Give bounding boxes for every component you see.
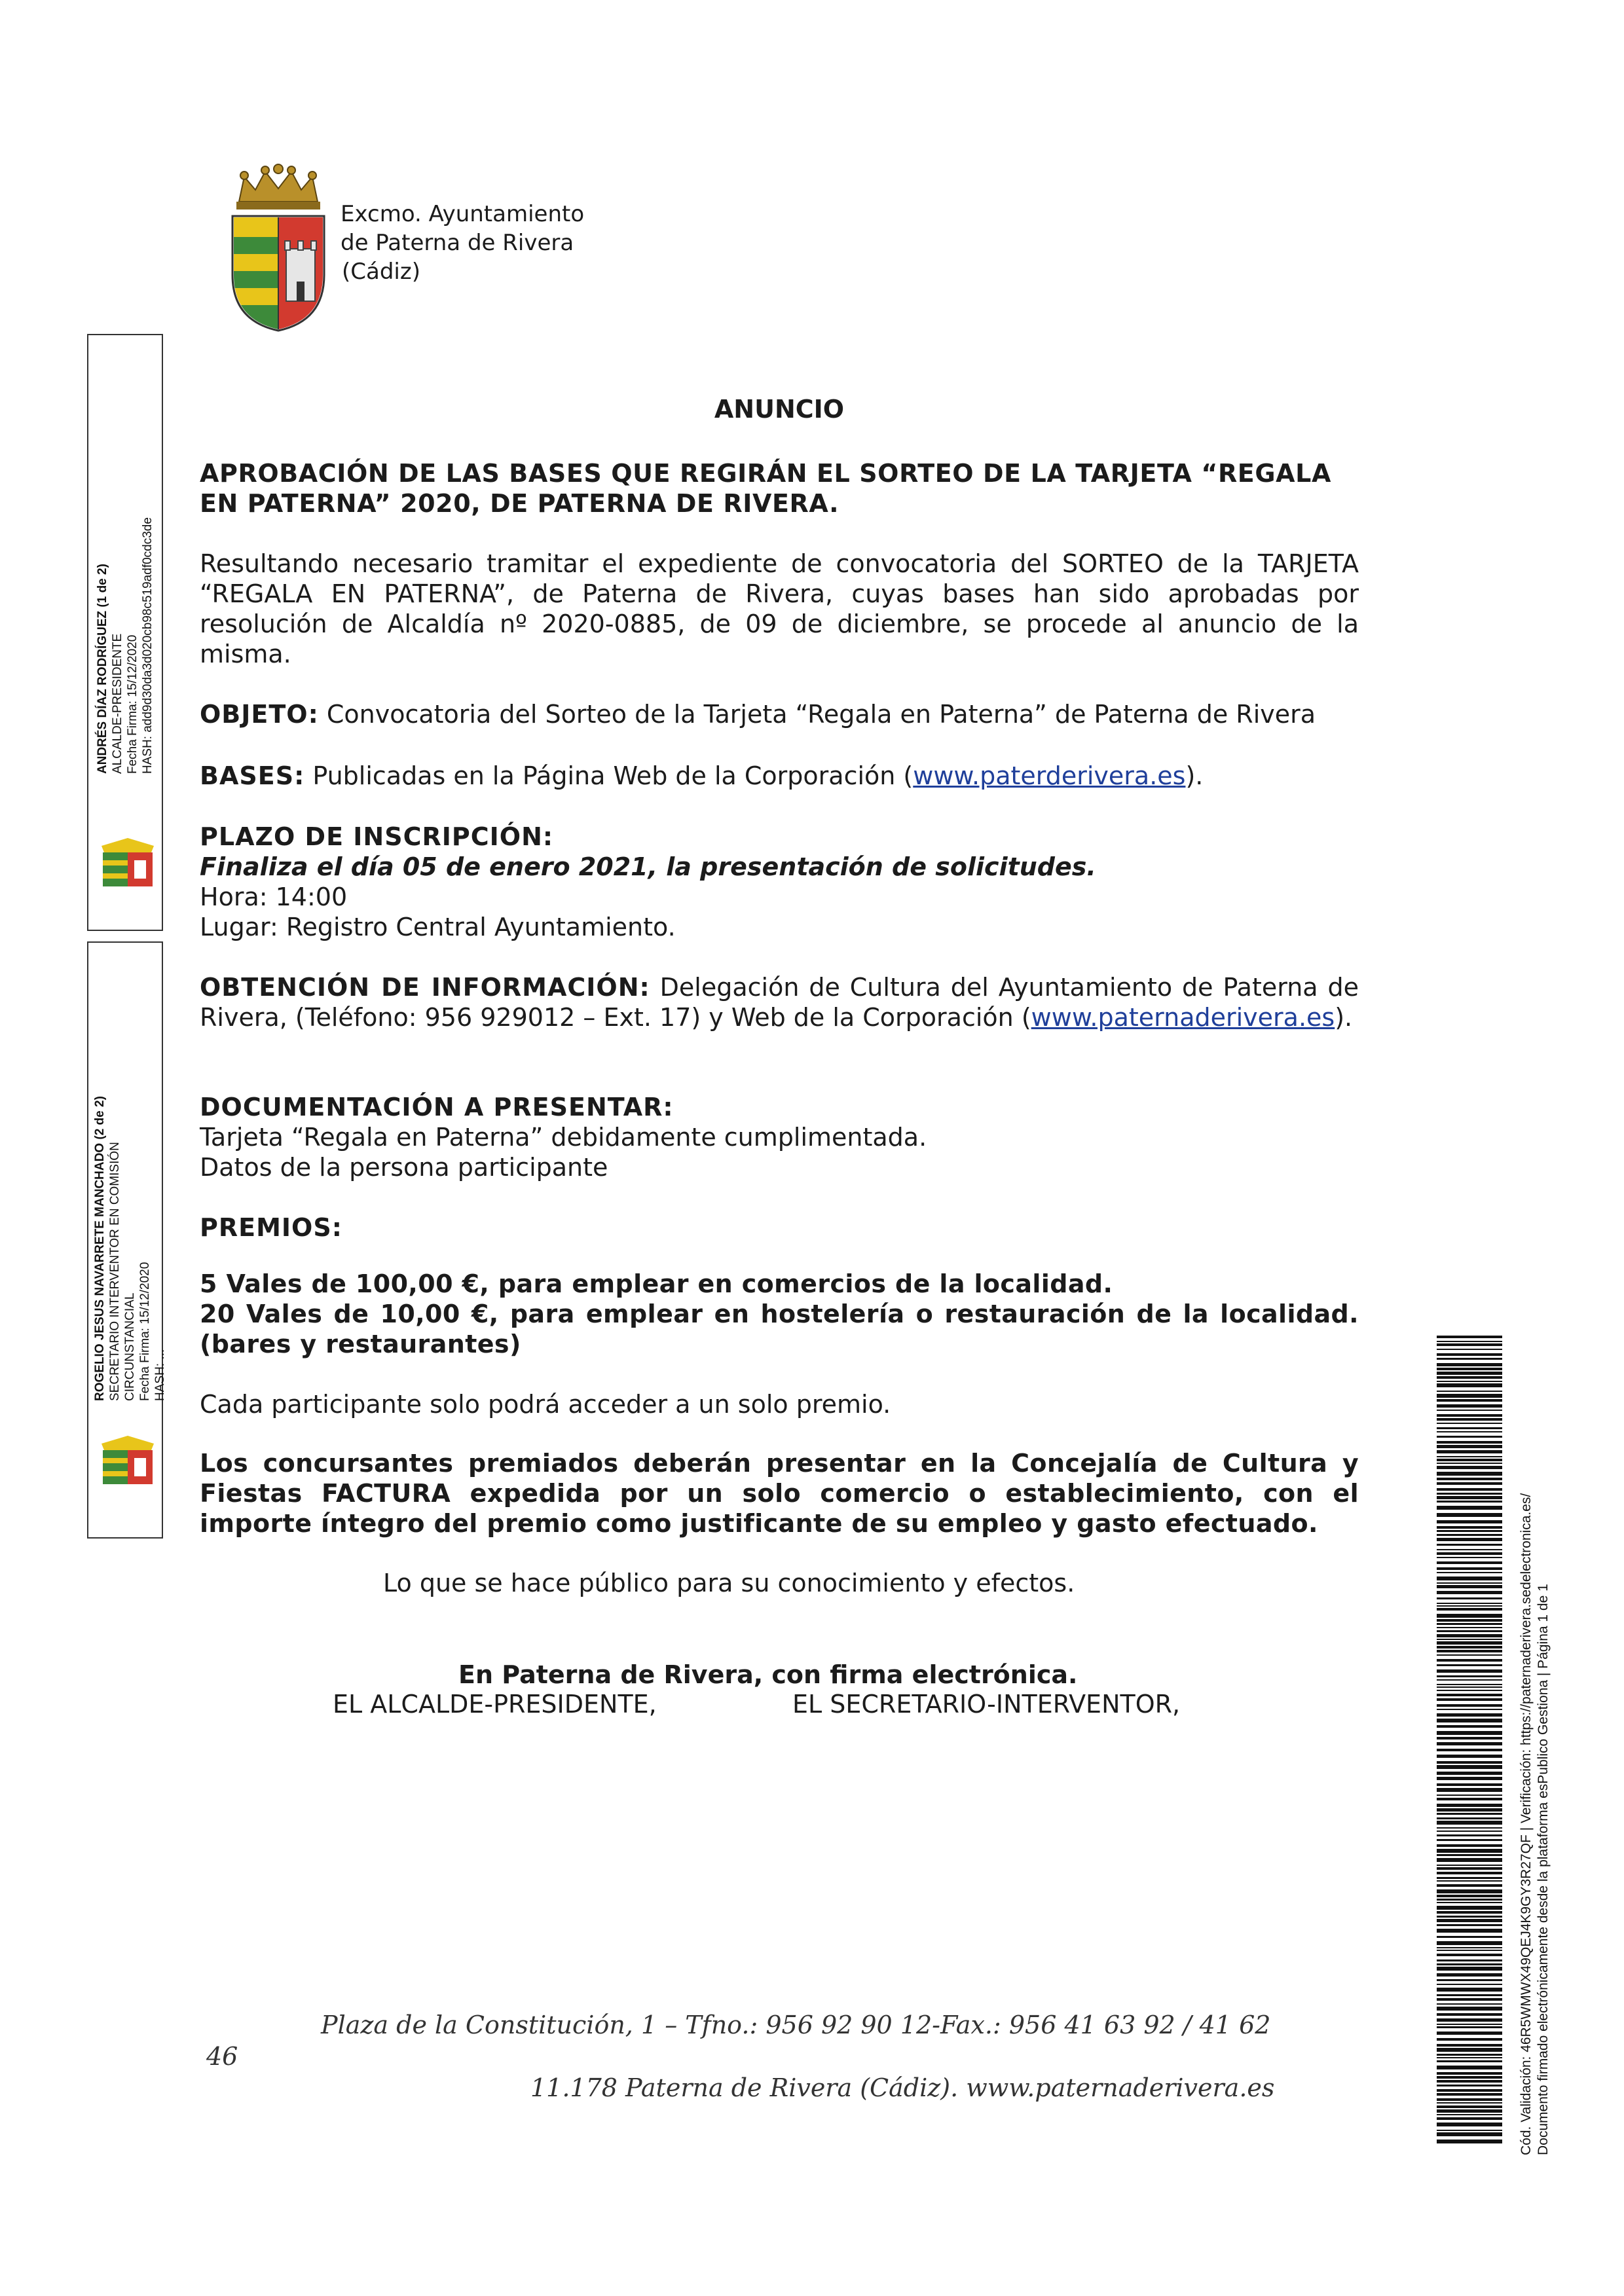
barcode-bar [1437,1614,1502,1618]
barcode-bar [1437,2044,1502,2047]
barcode-bar [1437,1534,1502,1536]
barcode-bar [1437,1482,1502,1485]
barcode-bar [1437,1902,1502,1903]
barcode-bar [1437,1858,1502,1862]
barcode-bar [1437,1749,1502,1751]
barcode-bar [1437,1472,1502,1476]
barcode-bar [1437,1731,1502,1735]
stamp-role: SECRETARIO INTERVENTOR EN COMISIÓN [108,1142,122,1401]
barcode-bar [1437,1391,1502,1392]
signature-stamp-1 [87,334,163,931]
barcode-bar [1437,1478,1502,1480]
public-notice-line: Lo que se hace público para su conocimiento y efectos. [383,1569,1075,1597]
barcode-bar [1437,1998,1502,2001]
bases-text-end: ). [1185,761,1204,790]
barcode-bar [1437,1804,1502,1807]
notice-title-line: EN PATERNA” 2020, DE PATERNA DE RIVERA. [200,489,840,518]
barcode-bar [1437,2098,1502,2101]
premios-list [200,1269,1359,1359]
barcode-bar [1437,1916,1502,1918]
barcode-bar [1437,1582,1502,1584]
barcode-bar [1437,1817,1502,1819]
premios-label: PREMIOS: [200,1213,342,1242]
barcode-bar [1437,2114,1502,2115]
barcode-bar [1437,1549,1502,1550]
barcode-bar [1437,1630,1502,1632]
coat-of-arms-logo [226,164,331,334]
barcode-bar [1437,1383,1502,1387]
barcode-bar [1437,1634,1502,1637]
barcode-bar [1437,1679,1502,1681]
barcode-bar [1437,1376,1502,1379]
objeto-text: Convocatoria del Sorteo de la Tarjeta “Regala en Paterna” de Paterna de Rivera [318,700,1316,729]
barcode-bar [1437,1694,1502,1696]
signer-alcalde: EL ALCALDE-PRESIDENTE, [333,1690,657,1719]
barcode-bar [1437,1808,1502,1812]
barcode-bar [1437,1427,1502,1429]
barcode-bar [1437,1988,1502,1992]
barcode-bar [1437,1576,1502,1580]
barcode-bar [1437,1608,1502,1611]
verification-code-line: Cód. Validación: 46R5WMWX49QEJ4K9GY3R27QF | Verificación: https://paternaderivera.sedelectronica.es/ [1519,1493,1534,2155]
premio-item: 20 Vales de 10,00 €, para emplear en hostelería o restauración de la localidad. (bares y restaurantes) [200,1300,1359,1358]
barcode-bar [1437,2089,1502,2092]
barcode-bar [1437,2123,1502,2126]
header-line: Excmo. Ayuntamiento [341,201,585,227]
barcode-bar [1437,1899,1502,1901]
barcode-bar [1437,1544,1502,1546]
barcode-bar [1437,1496,1502,1499]
barcode-bar [1437,1795,1502,1796]
barcode-bar [1437,1906,1502,1910]
objeto-paragraph [200,699,1378,729]
municipality-header [341,200,584,286]
plazo-label: PLAZO DE INSCRIPCIÓN: [200,822,554,851]
barcode-bar [1437,1686,1502,1688]
barcode-bar [1437,1363,1502,1366]
barcode-bar [1437,1368,1502,1370]
barcode-bar [1437,2117,1502,2120]
barcode-bar [1437,2003,1502,2005]
barcode-bar [1437,1827,1502,1829]
barcode-bar [1437,1372,1502,1375]
barcode-bar [1437,2072,1502,2075]
bases-paragraph [200,761,1378,791]
barcode-bar [1437,1399,1502,1402]
barcode-bar [1437,1973,1502,1977]
barcode-bar [1437,1963,1502,1965]
notice-title-line: APROBACIÓN DE LAS BASES QUE REGIRÁN EL SORTEO DE LA TARJETA “REGALA [200,459,1331,488]
barcode-bar [1437,1538,1502,1541]
barcode-bar [1437,1349,1502,1350]
barcode-bar [1437,2013,1502,2016]
barcode-bar [1437,1557,1502,1558]
barcode-bar [1437,1929,1502,1933]
barcode-bar [1437,1761,1502,1764]
winners-note: Los concursantes premiados deberán presentar en la Concejalía de Cultura y Fiestas FACTURA expedida por un solo comercio o establecimiento, con el importe íntegro del premio como justificante de su empleo y gasto efectuado. [200,1449,1359,1538]
barcode-bar [1437,2057,1502,2058]
header-line: de Paterna de Rivera [341,230,574,256]
notice-title [200,458,1359,519]
barcode-bar [1437,1954,1502,1956]
stamp-date: Fecha Firma: 15/12/2020 [138,1262,152,1401]
barcode-bar [1437,1839,1502,1841]
stamp-2-text [92,1096,168,1401]
notice-heading: ANUNCIO [714,395,845,424]
barcode-bar [1437,2060,1502,2062]
barcode-bar [1437,1358,1502,1360]
barcode-bar [1437,1889,1502,1893]
plazo-hora: Hora: 14:00 [200,883,348,911]
barcode-bar [1437,1463,1502,1464]
stamp-seal-icon [96,833,159,894]
barcode-bar [1437,1947,1502,1948]
stamp-role-2: CIRCUNSTANCIAL [123,1292,137,1401]
bases-text: Publicadas en la Página Web de la Corporación ( [304,761,913,790]
barcode-bar [1437,1713,1502,1717]
barcode-bar [1437,1967,1502,1971]
barcode-bar [1437,1690,1502,1691]
stamp-seal-icon [96,1430,159,1492]
barcode-bar [1437,1924,1502,1926]
barcode-bar [1437,2102,1502,2104]
barcode-bar [1437,2093,1502,2096]
barcode-bar [1437,1772,1502,1775]
barcode-bar [1437,1783,1502,1786]
barcode-bar [1437,1597,1502,1599]
stamp-1-text [95,517,155,774]
barcode-bar [1437,1650,1502,1652]
premio-item: 5 Vales de 100,00 €, para emplear en comercios de la localidad. [200,1269,1113,1298]
barcode-bar [1437,2054,1502,2056]
informacion-text: Delegación de Cultura del Ayuntamiento de Paterna de Rivera, (Teléfono: 956 929012 – Ext. 17) y Web de la Corporación ( [200,973,1359,1032]
barcode-bar [1437,2105,1502,2108]
barcode-bar [1437,1423,1502,1424]
barcode-bar [1437,1450,1502,1453]
barcode-bar [1437,1627,1502,1628]
barcode-bar [1437,1552,1502,1555]
barcode-bar [1437,1979,1502,1981]
plazo-deadline: Finaliza el día 05 de enero 2021, la presentación de solicitudes. [200,852,1096,881]
barcode-bar [1437,1936,1502,1938]
informacion-text-end: ). [1335,1003,1353,1032]
barcode-bar [1437,2130,1502,2131]
barcode-bar [1437,1501,1502,1503]
barcode-bar [1437,1646,1502,1649]
documentacion-section [200,1092,1359,1182]
barcode-bar [1437,1605,1502,1607]
barcode-bar [1437,1994,1502,1996]
barcode-bar [1437,2007,1502,2011]
barcode-bar [1437,1959,1502,1961]
barcode-bar [1437,2109,1502,2113]
barcode-bar [1437,1884,1502,1887]
barcode-bar [1437,1880,1502,1882]
barcode-bar [1437,1941,1502,1945]
barcode-bar [1437,1765,1502,1769]
informacion-website-link[interactable]: www.paternaderivera.es [1031,1003,1335,1032]
barcode-bar [1437,1849,1502,1853]
informacion-paragraph [200,972,1359,1032]
barcode-bar [1437,1414,1502,1417]
barcode-bar [1437,1813,1502,1815]
barcode-bar [1437,1619,1502,1622]
barcode-bar [1437,1844,1502,1847]
barcode-bar [1437,1641,1502,1645]
barcode-bar [1437,1877,1502,1879]
signature-place: En Paterna de Rivera, con firma electrónica. [458,1660,1078,1689]
footer-city: 11.178 Paterna de Rivera (Cádiz). www.paternaderivera.es [530,2073,1275,2102]
barcode-bar [1437,2140,1502,2143]
barcode-bar [1437,1821,1502,1825]
barcode-bar [1437,2038,1502,2041]
barcode-bar [1437,1984,1502,1985]
barcode-bar [1437,1664,1502,1666]
barcode-bar [1437,1488,1502,1491]
barcode-bar [1437,1431,1502,1432]
barcode-bar [1437,1530,1502,1532]
barcode-bar [1437,1394,1502,1398]
barcode-bar [1437,1418,1502,1421]
barcode-bar [1437,1381,1502,1382]
bases-website-link[interactable]: www.paterderivera.es [913,761,1186,790]
documentacion-item: Datos de la persona participante [200,1153,608,1182]
barcode-bar [1437,1520,1502,1523]
barcode-bar [1437,1410,1502,1411]
barcode-bar [1437,1526,1502,1529]
barcode-bar [1437,2048,1502,2052]
validation-barcode [1437,1336,1502,2147]
barcode-bar [1437,1709,1502,1710]
barcode-bar [1437,1698,1502,1701]
barcode-bar [1437,1834,1502,1836]
barcode-bar [1437,1654,1502,1656]
barcode-bar [1437,1950,1502,1951]
signer-secretario: EL SECRETARIO-INTERVENTOR, [792,1690,1181,1719]
stamp-date: Fecha Firma: 15/12/2020 [126,634,139,774]
barcode-bar [1437,1441,1502,1444]
barcode-bar [1437,1567,1502,1570]
barcode-bar [1437,2066,1502,2069]
single-prize-note: Cada participante solo podrá acceder a un solo premio. [200,1390,891,1419]
intro-paragraph: Resultando necesario tramitar el expediente de convocatoria del SORTEO de la TARJETA “REGALA EN PATERNA”, de Paterna de Rivera, cuyas bases han sido aprobadas por resolución de Alcaldía nº 2020-0885, de 09 de diciembre, se procede al anuncio de la misma. [200,549,1359,668]
barcode-bar [1437,1456,1502,1457]
barcode-bar [1437,1585,1502,1588]
barcode-bar [1437,2018,1502,2022]
barcode-bar [1437,1561,1502,1564]
plazo-section [200,822,1359,942]
barcode-bar [1437,1445,1502,1448]
barcode-bar [1437,1669,1502,1673]
stamp-hash: HASH: ... [153,1349,167,1401]
barcode-bar [1437,1572,1502,1573]
barcode-bar [1437,1895,1502,1897]
bases-label: BASES: [200,761,305,790]
barcode-bar [1437,1506,1502,1510]
barcode-bar [1437,1919,1502,1922]
barcode-bar [1437,1719,1502,1722]
barcode-bar [1437,2132,1502,2136]
documentacion-label: DOCUMENTACIÓN A PRESENTAR: [200,1093,674,1121]
barcode-bar [1437,2026,1502,2028]
barcode-bar [1437,1343,1502,1346]
informacion-label: OBTENCIÓN DE INFORMACIÓN: [200,973,650,1002]
barcode-bar [1437,1459,1502,1461]
barcode-bar [1437,1466,1502,1469]
barcode-bar [1437,1777,1502,1780]
header-line: (Cádiz) [342,259,420,285]
barcode-bar [1437,1704,1502,1707]
barcode-bar [1437,1675,1502,1677]
barcode-bar [1437,1911,1502,1914]
barcode-bar [1437,1737,1502,1740]
barcode-bar [1437,1865,1502,1866]
verification-platform-line: Documento firmado electrónicamente desde la plataforma esPublico Gestiona | Página 1 de 1 [1536,1584,1551,2155]
barcode-bar [1437,1788,1502,1792]
footer-address: Plaza de la Constitución, 1 – Tfno.: 956 92 90 12-Fax.: 956 41 63 92 / 41 62 [321,2011,1271,2039]
barcode-bar [1437,1603,1502,1604]
stamp-role: ALCALDE-PRESIDENTE [111,633,124,774]
barcode-bar [1437,1854,1502,1856]
barcode-bar [1437,1725,1502,1728]
stamp-signer: ANDRÉS DÍAZ RODRÍGUEZ (1 de 2) [96,564,109,774]
barcode-bar [1437,1684,1502,1685]
barcode-bar [1437,1867,1502,1870]
barcode-bar [1437,1872,1502,1874]
barcode-bar [1437,2080,1502,2083]
barcode-bar [1437,2024,1502,2025]
objeto-label: OBJETO: [200,700,319,729]
barcode-bar [1437,1436,1502,1438]
barcode-bar [1437,1798,1502,1800]
barcode-bar [1437,1659,1502,1662]
barcode-bar [1437,2032,1502,2035]
barcode-bar [1437,1755,1502,1758]
documentacion-item: Tarjeta “Regala en Paterna” debidamente cumplimentada. [200,1123,927,1152]
barcode-bar [1437,1513,1502,1517]
barcode-bar [1437,1336,1502,1338]
barcode-bar [1437,1831,1502,1832]
barcode-bar [1437,1341,1502,1342]
signature-stamp-2 [87,941,167,1539]
barcode-bar [1437,1493,1502,1495]
stamp-signer: ROGELIO JESUS NAVARRETE MANCHADO (2 de 2) [93,1096,107,1401]
verification-lines [1518,1493,1552,2155]
barcode-bar [1437,2085,1502,2086]
barcode-bar [1437,1742,1502,1745]
barcode-bar [1437,1404,1502,1408]
barcode-bar [1437,1591,1502,1594]
barcode-bar [1437,2076,1502,2079]
stamp-hash: HASH: add9d30da3d020cb98c519adf0cdc3de [141,517,155,774]
barcode-bar [1437,1639,1502,1640]
plazo-lugar: Lugar: Registro Central Ayuntamiento. [200,913,676,941]
barcode-bar [1437,1623,1502,1625]
barcode-bar [1437,1353,1502,1356]
page-number: 46 [206,2042,238,2071]
